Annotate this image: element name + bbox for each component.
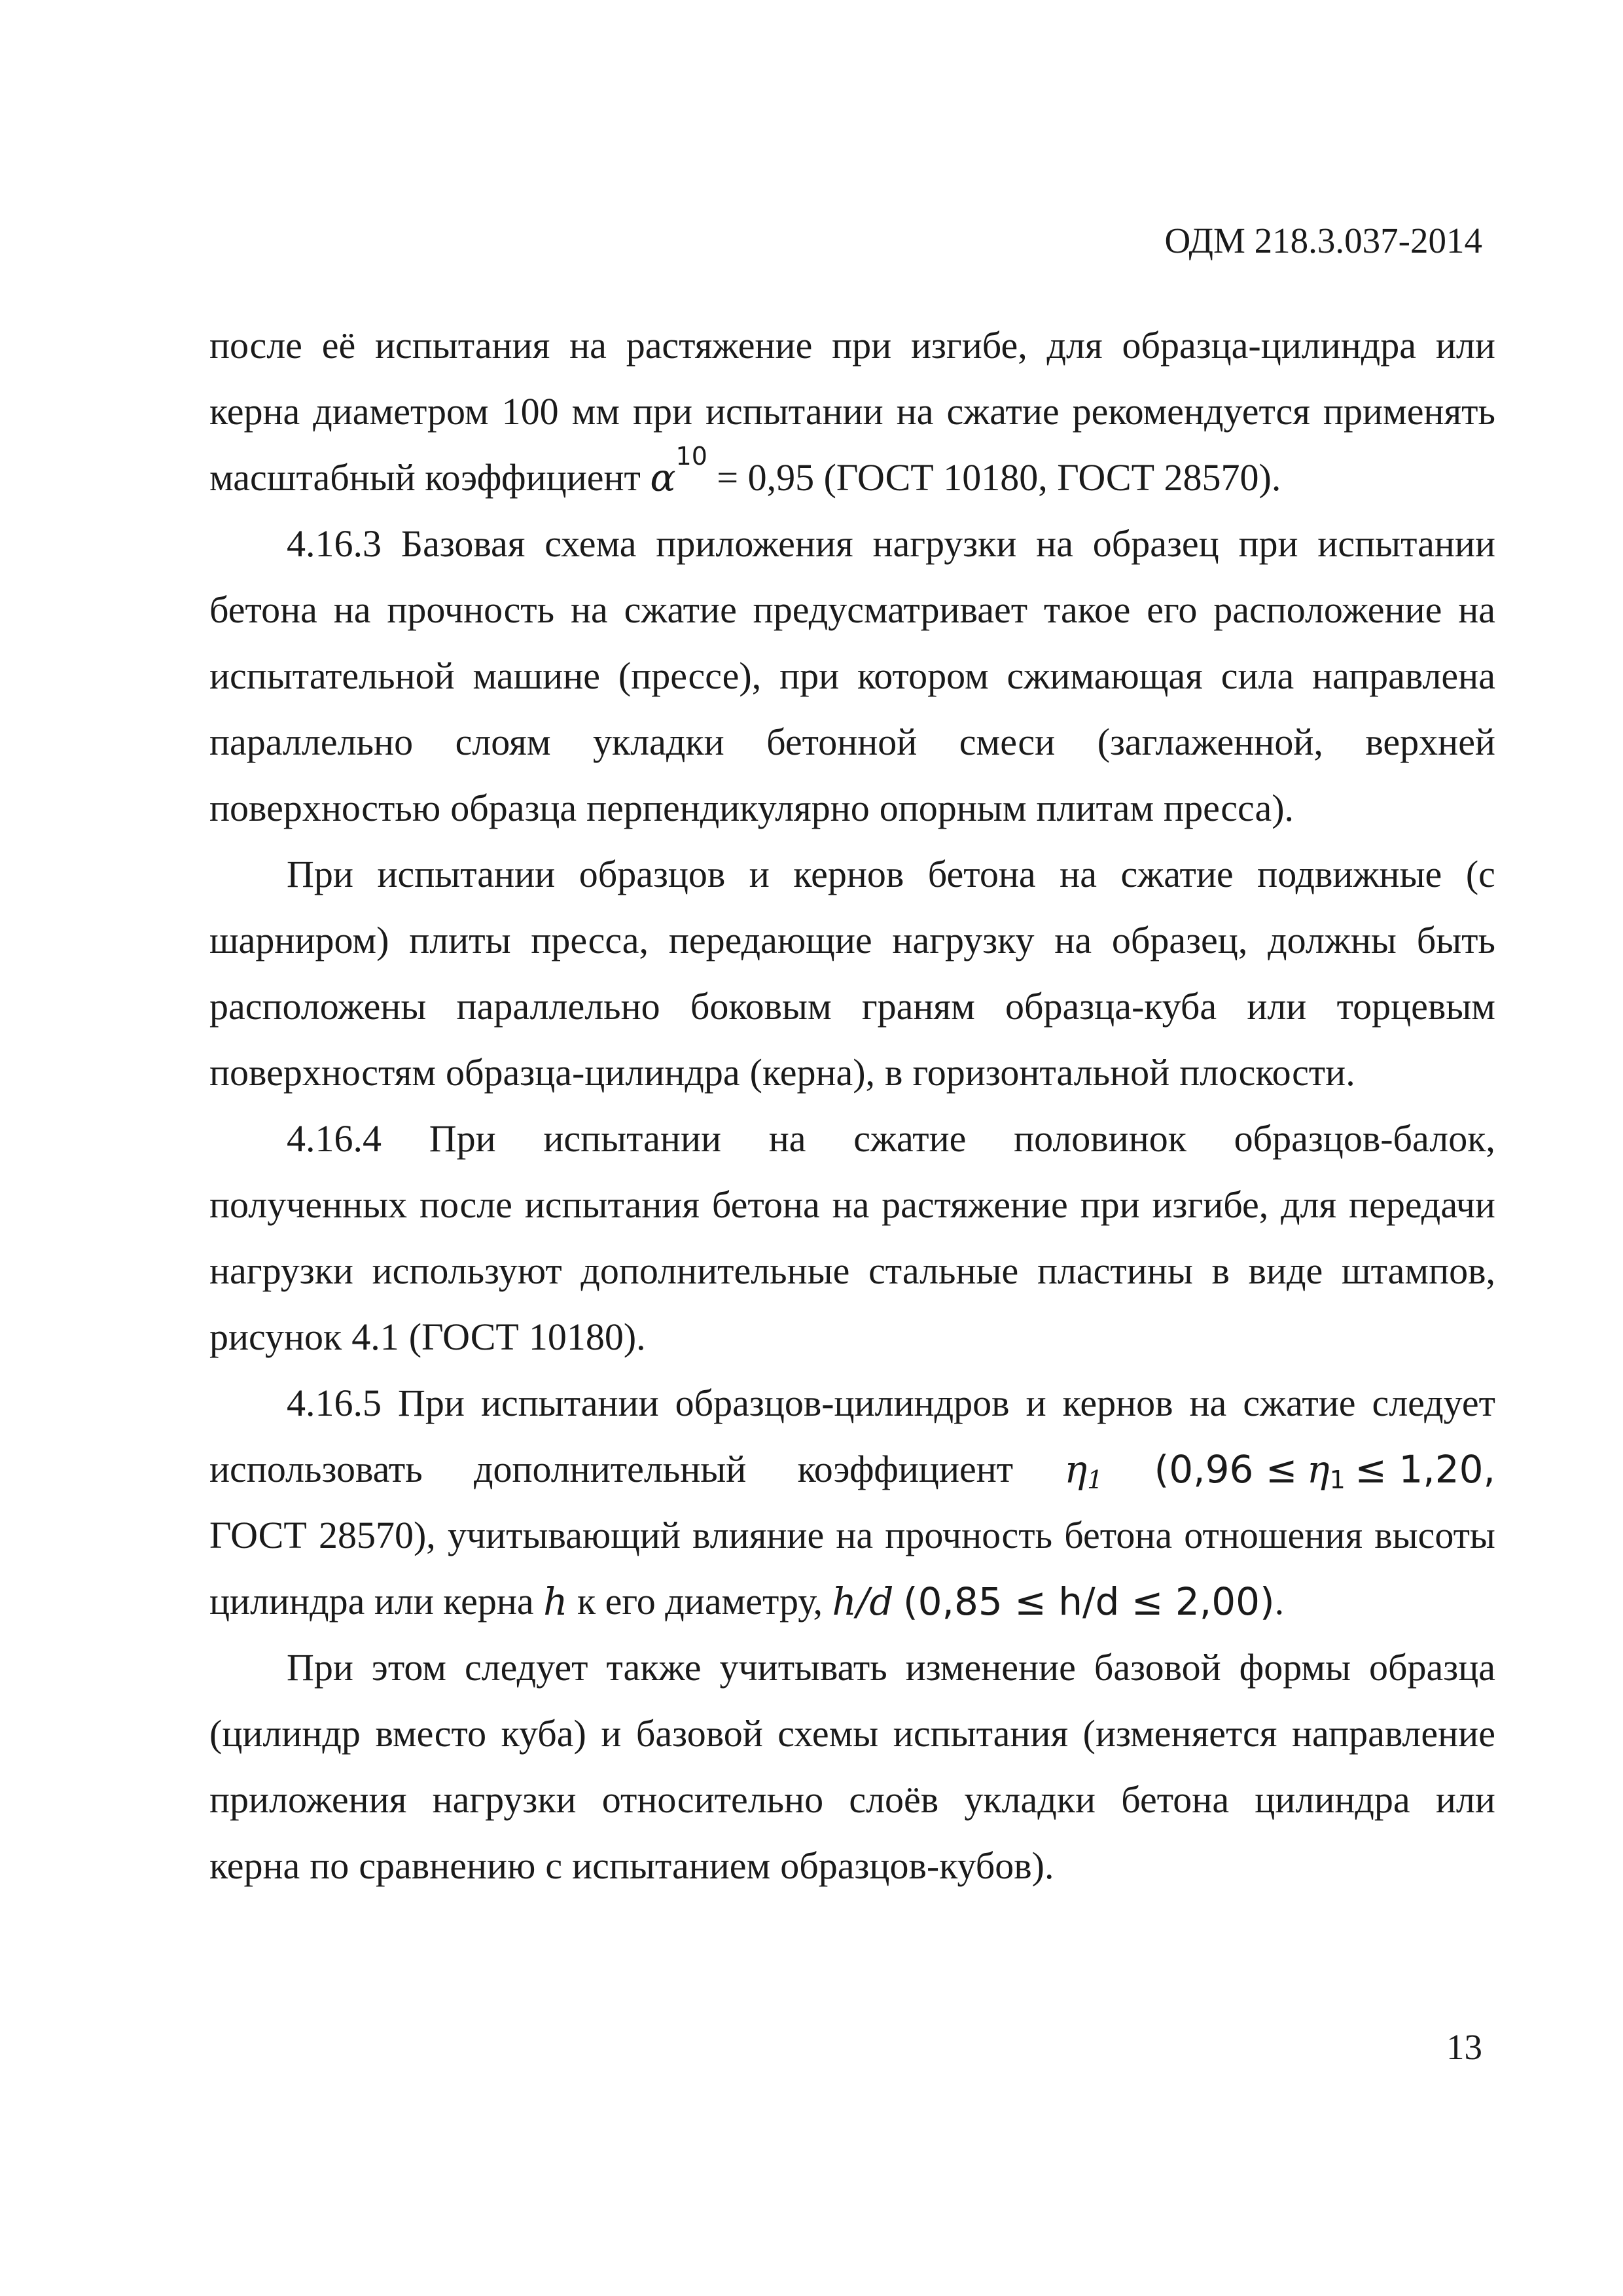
text-word: следует: [1372, 1382, 1495, 1424]
text-line: [209, 1051, 1495, 1117]
text-word: её: [321, 324, 356, 367]
text-word: быть: [1416, 919, 1495, 961]
text-word: отношения: [1184, 1514, 1363, 1556]
text-word: испытания: [374, 324, 550, 367]
text-word: смеси: [959, 721, 1056, 763]
text-word: диаметром: [313, 390, 489, 433]
text-word: бетона: [927, 853, 1036, 895]
text-word: на: [768, 1117, 806, 1160]
text-word: сжатие: [853, 1117, 967, 1160]
text-word: плоскости.: [1179, 1051, 1355, 1094]
text-word: образцов-кубов).: [780, 1844, 1054, 1887]
text-word: испытании: [480, 1382, 659, 1424]
text-word: 4.16.5: [287, 1382, 382, 1424]
text-word: предусматривает: [753, 588, 1028, 631]
text-word: на: [832, 1183, 870, 1226]
text-word: плитам: [1036, 787, 1154, 829]
text-word: образца-цилиндра: [1122, 324, 1417, 367]
text-word: коэффициент: [797, 1448, 1014, 1490]
text-word: базовой: [1094, 1646, 1221, 1689]
text-word: ГОСТ: [209, 1514, 307, 1556]
text-word: для: [1046, 324, 1103, 367]
paragraph: [209, 522, 1495, 853]
text-word: передачи: [1349, 1183, 1495, 1226]
text-word: при: [1080, 1183, 1140, 1226]
text-line: [209, 1646, 1495, 1712]
text-word: При: [429, 1117, 496, 1160]
text-word: перпендикулярно: [586, 787, 870, 829]
text-word: поверхностью: [209, 787, 441, 829]
text-word: образца: [450, 787, 577, 829]
text-word: мм: [571, 390, 620, 433]
text-word: слоёв: [849, 1778, 939, 1821]
text-word: или: [1247, 985, 1307, 1028]
text-word: его: [1147, 588, 1198, 631]
text-span: = 0,95 (ГОСТ 10180, ГОСТ 28570).: [717, 456, 1281, 499]
text-word: нагрузки: [209, 1249, 353, 1292]
text-word: при: [1238, 522, 1298, 565]
text-word: кернов: [1062, 1382, 1173, 1424]
text-word: горизонтальной: [912, 1051, 1170, 1094]
text-word: или: [1435, 1778, 1495, 1821]
text-word: слоям: [455, 721, 551, 763]
text-word: для: [1281, 1183, 1337, 1226]
text-word: такое: [1043, 588, 1131, 631]
text-word: (с: [1465, 853, 1495, 895]
text-word: растяжение: [626, 324, 813, 367]
text-word: относительно: [601, 1778, 824, 1821]
text-line: [209, 787, 1495, 853]
text-word: подвижные: [1257, 853, 1442, 895]
text-word: половинок: [1014, 1117, 1186, 1160]
text-line: [209, 1580, 1495, 1646]
text-word: рисунок: [209, 1316, 342, 1358]
text-word: 4.16.3: [287, 522, 382, 565]
text-word: прочность: [387, 588, 555, 631]
text-word: после: [209, 324, 302, 367]
text-word: прочность: [885, 1514, 1053, 1556]
text-word: направлена: [1312, 655, 1495, 697]
text-word: керна: [209, 1844, 300, 1887]
text-word: сила: [1221, 655, 1294, 697]
h-symbol: h: [543, 1579, 568, 1624]
paragraph: [209, 1117, 1495, 1382]
text-word: используют: [372, 1249, 562, 1292]
text-word: полученных: [209, 1183, 408, 1226]
text-word: испытании: [377, 853, 556, 895]
text-word: нагрузки: [872, 522, 1017, 565]
text-word: рекомендуется: [1072, 390, 1310, 433]
text-line: [209, 1844, 1495, 1910]
text-word: с: [545, 1844, 563, 1887]
text-line: [209, 1183, 1495, 1249]
text-word: машине: [473, 655, 601, 697]
text-word: испытания: [893, 1712, 1069, 1755]
text-line: [209, 522, 1495, 588]
text-word: и: [601, 1712, 622, 1755]
text-word: штампов,: [1341, 1249, 1495, 1292]
text-word: пластины: [1037, 1249, 1193, 1292]
text-word: испытания: [524, 1183, 700, 1226]
text-word: при: [779, 655, 840, 697]
text-line: [209, 1514, 1495, 1580]
text-word: направление: [1292, 1712, 1495, 1755]
text-word: бетона: [1121, 1778, 1230, 1821]
text-word: или: [1435, 324, 1495, 367]
text-word: вместо: [375, 1712, 487, 1755]
text-word: пресса,: [531, 919, 649, 961]
eta-range-formula: ($0,96 \le \eta_1 \le 1,20$,: [1154, 1447, 1495, 1494]
text-word: куба): [501, 1712, 586, 1755]
text-word: образец,: [1111, 919, 1248, 961]
text-word: бетона: [711, 1183, 820, 1226]
text-word: шарниром): [209, 919, 389, 961]
text-word: испытанием: [572, 1844, 771, 1887]
text-line: [209, 390, 1495, 456]
text-line: [209, 1249, 1495, 1316]
document-code-header: ОДМ 218.3.037-2014: [1164, 221, 1482, 260]
ratio-formula: h/d: [832, 1579, 894, 1624]
text-word: сжатие: [624, 588, 737, 631]
text-line: [209, 1448, 1495, 1514]
text-word: приложения: [656, 522, 853, 565]
text-span: к его диаметру,: [577, 1580, 823, 1623]
text-line: [209, 1382, 1495, 1448]
text-word: кернов: [793, 853, 904, 895]
text-line: [209, 1778, 1495, 1844]
text-word: 4.16.4: [287, 1117, 382, 1160]
document-body: [209, 324, 1495, 1910]
text-word: сравнению: [359, 1844, 536, 1887]
text-word: (заглаженной,: [1097, 721, 1323, 763]
text-word: и: [1026, 1382, 1046, 1424]
text-word: (керна),: [749, 1051, 876, 1094]
text-word: образца-куба: [1005, 985, 1217, 1028]
text-word: в: [1211, 1249, 1230, 1292]
text-word: 100: [501, 390, 559, 433]
text-word: расположены: [209, 985, 427, 1028]
text-word: Базовая: [401, 522, 526, 565]
text-word: пресса).: [1164, 787, 1294, 829]
text-word: параллельно: [456, 985, 660, 1028]
text-word: (изменяется: [1082, 1712, 1277, 1755]
text-line: [209, 1316, 1495, 1382]
eta-symbol-term: $\eta_1$: [1064, 1447, 1103, 1494]
text-span: масштабный коэффициент: [209, 456, 641, 499]
text-word: использовать: [209, 1448, 423, 1490]
text-word: изменение: [905, 1646, 1076, 1689]
text-word: торцевым: [1336, 985, 1495, 1028]
text-word: керна: [209, 390, 300, 433]
text-word: образец: [1092, 522, 1219, 565]
text-word: дополнительные: [580, 1249, 850, 1292]
text-word: при: [632, 390, 693, 433]
text-word: на: [1054, 919, 1092, 961]
text-word: испытании: [1317, 522, 1495, 565]
text-word: (прессе),: [618, 655, 762, 697]
text-word: верхней: [1365, 721, 1495, 763]
text-word: испытательной: [209, 655, 455, 697]
text-span: .: [1274, 1580, 1285, 1623]
text-word: схема: [544, 522, 637, 565]
text-line: [209, 655, 1495, 721]
text-word: на: [333, 588, 371, 631]
text-word: влияние: [692, 1514, 825, 1556]
text-word: учитывающий: [447, 1514, 681, 1556]
text-word: изгибе,: [910, 324, 1027, 367]
text-word: формы: [1239, 1646, 1351, 1689]
text-word: сжатие: [1243, 1382, 1356, 1424]
alpha-subscript: 10: [675, 442, 707, 471]
text-word: 28570),: [318, 1514, 436, 1556]
text-word: на: [1189, 1382, 1227, 1424]
text-word: опорным: [879, 787, 1027, 829]
text-line: [209, 1712, 1495, 1778]
text-word: боковым: [690, 985, 832, 1028]
text-word: плиты: [409, 919, 511, 961]
text-line: [209, 442, 1495, 522]
text-word: высоты: [1374, 1514, 1495, 1556]
text-word: параллельно: [209, 721, 414, 763]
text-word: должны: [1268, 919, 1397, 961]
text-word: образцов: [579, 853, 726, 895]
text-word: укладки: [964, 1778, 1096, 1821]
text-word: испытании: [543, 1117, 722, 1160]
text-word: изгибе,: [1152, 1183, 1269, 1226]
text-word: сжатие: [946, 390, 1060, 433]
text-word: на: [1458, 588, 1495, 631]
text-word: сжатие: [1120, 853, 1234, 895]
text-word: При: [287, 853, 353, 895]
text-word: на: [1060, 853, 1097, 895]
text-word: также: [606, 1646, 702, 1689]
text-word: применять: [1323, 390, 1495, 433]
text-word: стальные: [868, 1249, 1019, 1292]
text-word: бетонной: [766, 721, 918, 763]
text-word: виде: [1248, 1249, 1323, 1292]
text-word: (ГОСТ: [408, 1316, 519, 1358]
text-line: [209, 588, 1495, 655]
text-word: бетона: [1064, 1514, 1173, 1556]
text-word: 4.1: [351, 1316, 399, 1358]
text-line: [209, 919, 1495, 985]
paragraph: [209, 853, 1495, 1117]
text-word: на: [896, 390, 934, 433]
text-word: дополнительный: [473, 1448, 747, 1490]
page-number: 13: [1446, 2027, 1482, 2067]
paragraph: [209, 324, 1495, 522]
text-word: испытании: [705, 390, 883, 433]
text-word: граням: [861, 985, 975, 1028]
text-word: передающие: [668, 919, 872, 961]
text-word: При: [398, 1382, 465, 1424]
text-word: по: [310, 1844, 349, 1887]
text-line: [209, 721, 1495, 787]
text-word: нагрузку: [892, 919, 1035, 961]
text-word: схемы: [777, 1712, 879, 1755]
text-line: [209, 853, 1495, 919]
alpha-symbol: α: [650, 456, 676, 500]
text-word: При: [287, 1646, 353, 1689]
text-word: (цилиндр: [209, 1712, 361, 1755]
paragraph: [209, 1382, 1495, 1646]
text-word: сжимающая: [1007, 655, 1203, 697]
text-word: этом: [371, 1646, 446, 1689]
text-word: образцов-балок,: [1234, 1117, 1495, 1160]
text-word: после: [419, 1183, 512, 1226]
text-word: на: [569, 324, 607, 367]
text-word: расположение: [1213, 588, 1442, 631]
text-word: и: [749, 853, 770, 895]
text-line: [209, 324, 1495, 390]
text-word: 10180).: [528, 1316, 646, 1358]
text-word: бетона: [209, 588, 317, 631]
text-word: образцов-цилиндров: [675, 1382, 1010, 1424]
text-line: [209, 1117, 1495, 1183]
text-word: нагрузки: [432, 1778, 577, 1821]
text-word: учитывать: [719, 1646, 887, 1689]
ratio-range-formula: (0,85 ≤ h/d ≤ 2,00): [903, 1579, 1275, 1624]
paragraph: [209, 1646, 1495, 1910]
text-word: следует: [464, 1646, 588, 1689]
text-word: образца: [1369, 1646, 1495, 1689]
text-word: растяжение: [882, 1183, 1068, 1226]
text-span: цилиндра или керна: [209, 1580, 534, 1623]
text-word: котором: [857, 655, 989, 697]
text-word: приложения: [209, 1778, 407, 1821]
text-word: на: [570, 588, 608, 631]
text-word: при: [832, 324, 892, 367]
text-word: укладки: [593, 721, 724, 763]
text-word: на: [1036, 522, 1073, 565]
text-word: цилиндра: [1255, 1778, 1410, 1821]
text-word: базовой: [635, 1712, 763, 1755]
text-word: образца-цилиндра: [446, 1051, 740, 1094]
text-word: в: [885, 1051, 903, 1094]
text-word: поверхностям: [209, 1051, 437, 1094]
text-line: [209, 985, 1495, 1051]
text-word: на: [836, 1514, 874, 1556]
